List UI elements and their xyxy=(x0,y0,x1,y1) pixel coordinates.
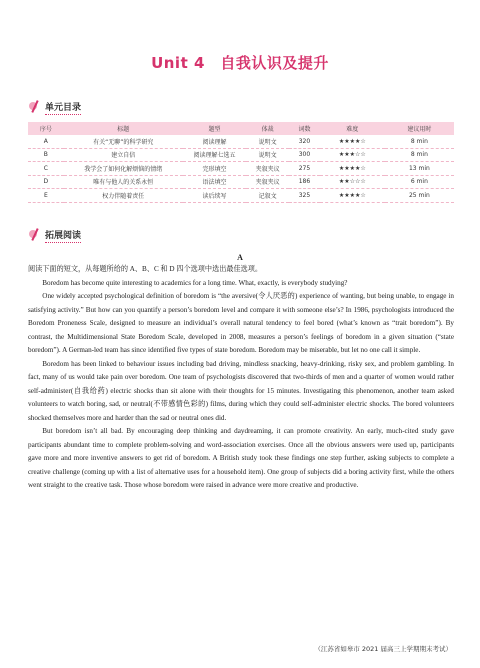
cell-seq: B xyxy=(28,148,64,162)
table-header-row xyxy=(28,122,454,135)
cell-difficulty: ★★★★☆ xyxy=(320,189,385,203)
table-row xyxy=(28,148,454,162)
cell-time: 13 min xyxy=(385,162,454,176)
col-header-seq: 序号 xyxy=(28,122,64,135)
unit-catalog-table xyxy=(28,122,454,203)
col-header-difficulty: 难度 xyxy=(320,122,385,135)
paragraph: Boredom has become quite interesting to academics for a long time. What, exactly, is everybody studying? xyxy=(42,278,348,287)
cell-time: 6 min xyxy=(385,175,454,189)
col-header-words: 词数 xyxy=(289,122,320,135)
paragraph: Boredom has been linked to behaviour issues including bad driving, mindless snacking, heavy-drinking, risky sex, and problem gambling. In fact, many of us would take pain over boredom. One team of psychologists discovered that two-thirds of men and a quarter of women would rather self-administer(自我给药) electric shocks than sit alone with their thoughts for 15 minutes. Investigating this phenomenon, another team asked volunteers to watch boring, sad, or neutral(不带感情色彩的) films, during which they could self-administer electric shocks. The bored volunteers shocked themselves more and harder than the sad or neutral ones did. xyxy=(28,359,454,422)
cell-genre: 记叙文 xyxy=(246,189,289,203)
cell-type: 阅读理解七选五 xyxy=(183,148,246,162)
pen-icon xyxy=(28,228,42,242)
cell-words: 186 xyxy=(289,175,320,189)
cell-difficulty: ★★★★☆ xyxy=(320,135,385,148)
cell-time: 8 min xyxy=(385,135,454,148)
cell-words: 275 xyxy=(289,162,320,176)
section-catalog-label: 单元目录 xyxy=(45,100,81,115)
col-header-genre: 体裁 xyxy=(246,122,289,135)
cell-title: 建立自信 xyxy=(64,148,183,162)
cell-seq: D xyxy=(28,175,64,189)
cell-type: 读后续写 xyxy=(183,189,246,203)
col-header-type: 题型 xyxy=(183,122,246,135)
unit-title: Unit 4 自我认识及提升 xyxy=(151,54,329,72)
pen-icon xyxy=(28,100,42,114)
cell-type: 阅读理解 xyxy=(183,135,246,148)
cell-time: 8 min xyxy=(385,148,454,162)
cell-genre: 夹叙夹议 xyxy=(246,175,289,189)
reading-passage xyxy=(28,263,454,493)
col-header-time: 建议用时 xyxy=(385,122,454,135)
cell-title: 唯有与他人的关系永恒 xyxy=(64,175,183,189)
paragraph: One widely accepted psychological definition of boredom is “the aversive(令人厌恶的) experience of wanting, but being unable, to engage in satisfying activity.” But how can you quantify a person’s boredom level and compare it with someone else’s? In 1986, psychologists introduced the Boredom Proneness Scale, designed to measure an individual’s overall natural tendency to feel bored (what’s known as “trait boredom”). By contrast, the Multidimensional State Boredom Scale, developed in 2008, measures a person’s feelings of boredom in a given situation (“state boredom”). A German-led team has since identified five types of state boredom. Boredom may be miserable, but let no one call it simple. xyxy=(28,292,454,354)
cell-genre: 说明文 xyxy=(246,135,289,148)
cell-difficulty: ★★★★☆ xyxy=(320,162,385,176)
cell-seq: A xyxy=(28,135,64,148)
cell-time: 25 min xyxy=(385,189,454,203)
table-row xyxy=(28,135,454,148)
paragraph: But boredom isn’t all bad. By encouraging deep thinking and daydreaming, it can promote creativity. An early, much-cited study gave participants abundant time to complete problem-solving and word-association exercises. Once all the obvious answers were used up, participants gave more and more inventive answers to get rid of boredom. A British study took these findings one step further, asking subjects to complete a creative challenge (coming up with a list of alternative uses for a household item). One group of subjects did a boring activity first, while the others went straight to the creative task. Those whose boredom were raised in advance were more creative and productive. xyxy=(28,427,454,489)
instruction-text: 阅读下面的短文，从每题所给的 A、B、C 和 D 四个选项中选出最佳选项。 xyxy=(28,265,263,273)
source-citation: （江苏省如皋市 2021 届高三上学期期末考试） xyxy=(314,645,452,653)
section-reading-label: 拓展阅读 xyxy=(45,228,81,243)
cell-words: 320 xyxy=(289,135,320,148)
table-row xyxy=(28,162,454,176)
cell-title: 权力伴随着责任 xyxy=(64,189,183,203)
table-row xyxy=(28,175,454,189)
cell-difficulty: ★★☆☆☆ xyxy=(320,175,385,189)
col-header-title: 标题 xyxy=(64,122,183,135)
cell-seq: C xyxy=(28,162,64,176)
table-row xyxy=(28,189,454,203)
part-letter: A xyxy=(237,253,243,262)
cell-title: 有关“无聊”的科学研究 xyxy=(64,135,183,148)
cell-difficulty: ★★★☆☆ xyxy=(320,148,385,162)
cell-type: 完形填空 xyxy=(183,162,246,176)
section-catalog-heading xyxy=(28,99,81,115)
cell-seq: E xyxy=(28,189,64,203)
cell-title: 我学会了如何化解烦恼的情绪 xyxy=(64,162,183,176)
cell-genre: 夹叙夹议 xyxy=(246,162,289,176)
cell-genre: 说明文 xyxy=(246,148,289,162)
cell-words: 300 xyxy=(289,148,320,162)
cell-words: 325 xyxy=(289,189,320,203)
cell-type: 语法填空 xyxy=(183,175,246,189)
section-reading-heading xyxy=(28,227,81,243)
